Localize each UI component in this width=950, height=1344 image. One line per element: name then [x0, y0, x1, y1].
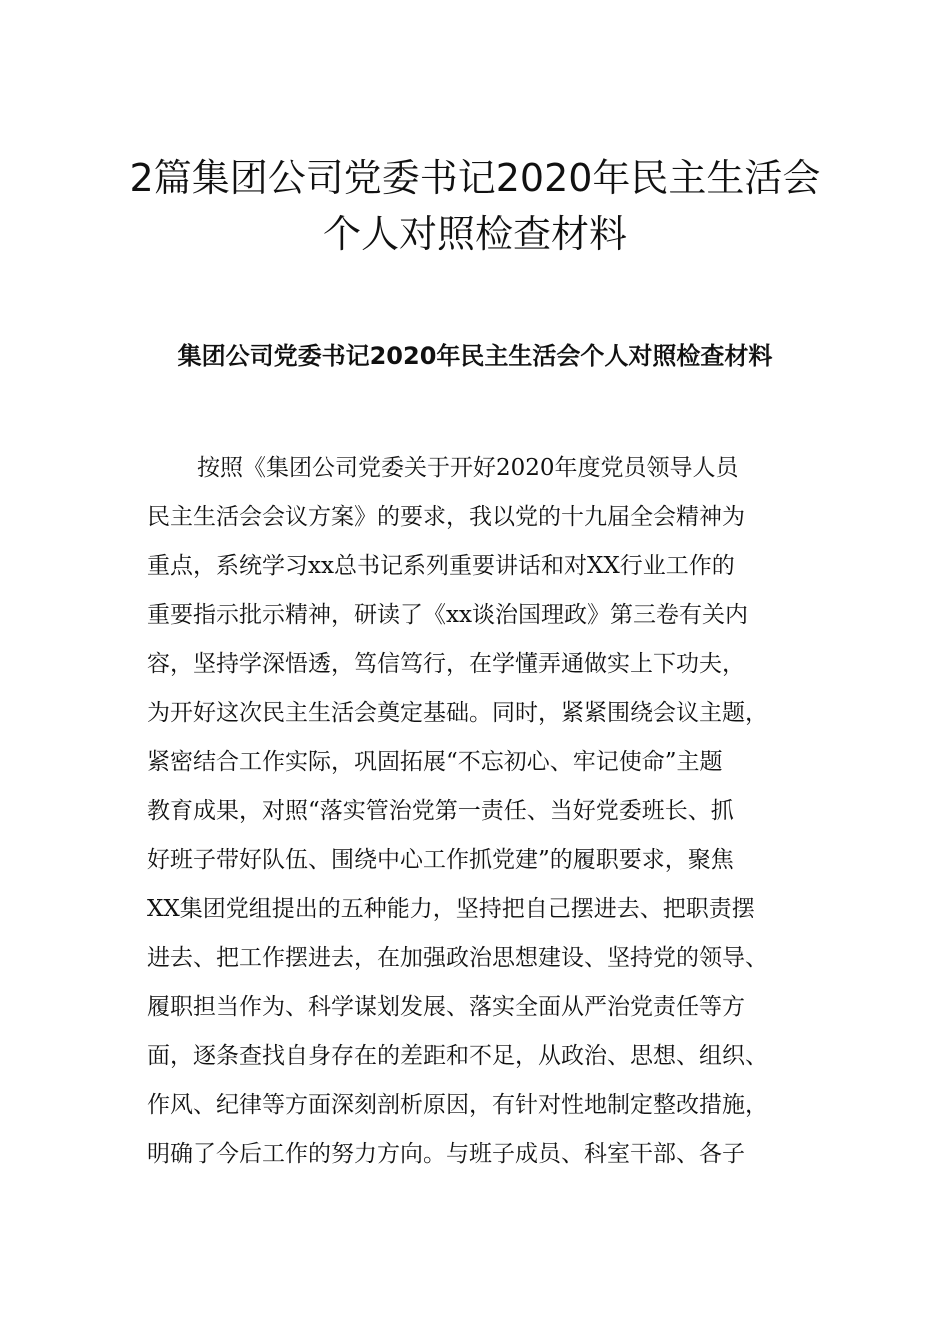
body-line: 教育成果，对照“落实管治党第一责任、当好党委班长、抓 [147, 798, 734, 824]
body-line: 民主生活会会议方案》的要求，我以党的十九届全会精神为 [147, 504, 745, 530]
document-title-line: 2篇集团公司党委书记2020年民主生活会 [129, 156, 821, 200]
body-line: 进去、把工作摆进去，在加强政治思想建设、坚持党的领导、 [147, 945, 768, 971]
body-line: 作风、纪律等方面深刻剖析原因，有针对性地制定整改措施， [147, 1092, 768, 1118]
body-line: 明确了今后工作的努力方向。与班子成员、科室干部、各子 [147, 1141, 745, 1167]
body-line: 履职担当作为、科学谋划发展、落实全面从严治党责任等方 [147, 994, 745, 1020]
body-line: 紧密结合工作实际，巩固拓展“不忘初心、牢记使命”主题 [147, 749, 723, 775]
document-title-line: 个人对照检查材料 [322, 212, 627, 256]
body-line: 为开好这次民主生活会奠定基础。同时，紧紧围绕会议主题， [147, 700, 768, 726]
body-line: 重要指示批示精神，研读了《xx谈治国理政》第三卷有关内 [147, 602, 748, 628]
body-line: 面，逐条查找自身存在的差距和不足，从政治、思想、组织、 [147, 1043, 768, 1069]
body-line: XX集团党组提出的五种能力，坚持把自己摆进去、把职责摆 [147, 896, 755, 922]
body-line: 按照《集团公司党委关于开好2020年度党员领导人员 [197, 455, 739, 481]
document-subtitle: 集团公司党委书记2020年民主生活会个人对照检查材料 [177, 342, 773, 370]
body-line: 重点，系统学习xx总书记系列重要讲话和对XX行业工作的 [147, 553, 735, 579]
document-title [0, 150, 950, 262]
body-line: 容，坚持学深悟透，笃信笃行，在学懂弄通做实上下功夫， [147, 651, 745, 677]
document-body [147, 448, 807, 1183]
body-line: 好班子带好队伍、围绕中心工作抓党建”的履职要求，聚焦 [147, 847, 734, 873]
